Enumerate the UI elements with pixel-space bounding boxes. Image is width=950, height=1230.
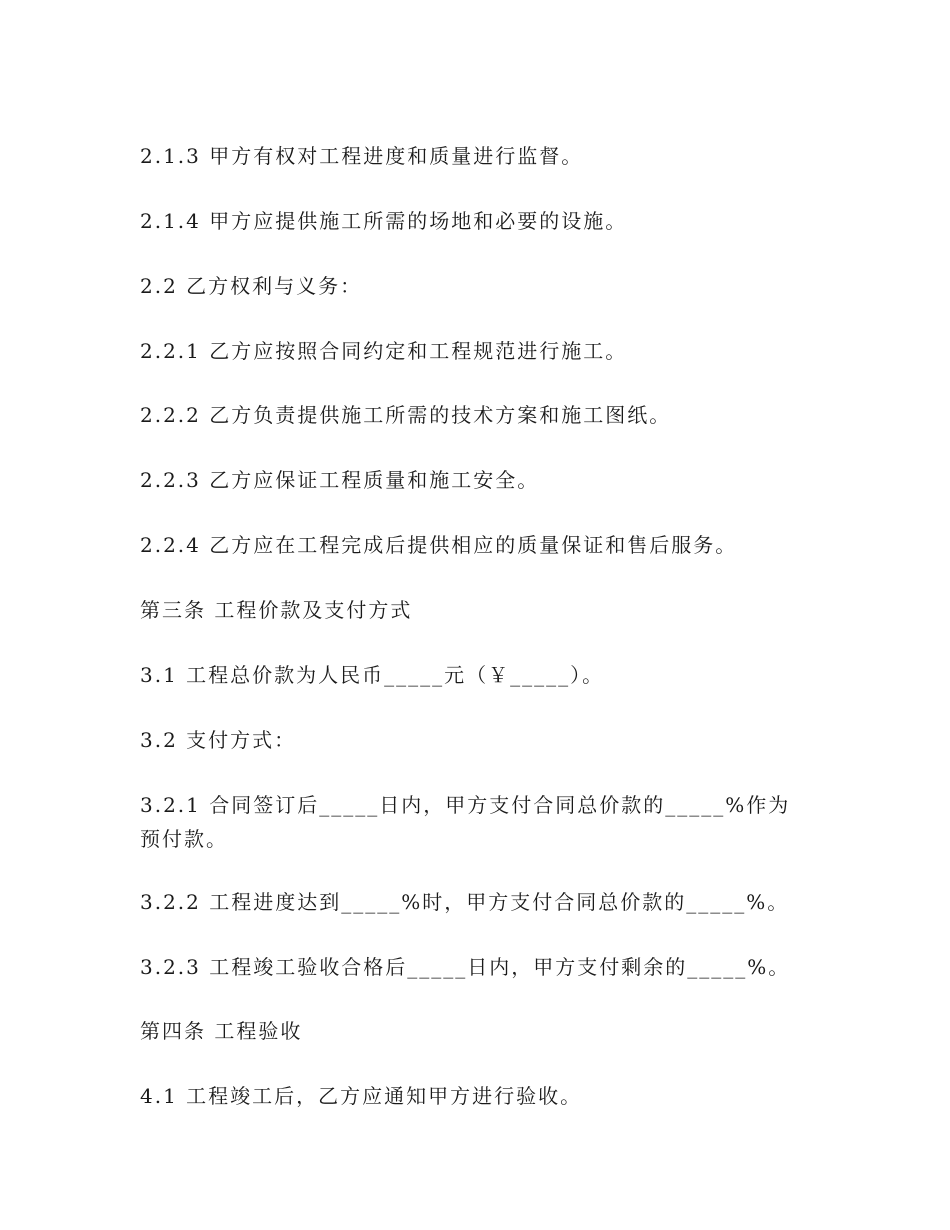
clause-2-2-3: 2.2.3 乙方应保证工程质量和施工安全。 [140,468,540,492]
clause-2-2-heading: 2.2 乙方权利与义务： [140,274,363,298]
clause-3-2-2: 3.2.2 工程进度达到_____%时，甲方支付合同总价款的_____%。 [140,890,790,914]
article-4-heading: 第四条 工程验收 [140,1019,303,1043]
clause-2-1-3: 2.1.3 甲方有权对工程进度和质量进行监督。 [140,144,584,168]
clause-3-2-heading: 3.2 支付方式： [140,728,297,752]
clause-3-1: 3.1 工程总价款为人民币_____元（￥_____）。 [140,663,605,687]
article-3-heading: 第三条 工程价款及支付方式 [140,598,413,622]
clause-3-2-1: 3.2.1 合同签订后_____日内，甲方支付合同总价款的_____%作为预付款。 [140,793,791,851]
clause-2-2-2: 2.2.2 乙方负责提供施工所需的技术方案和施工图纸。 [140,403,672,427]
clause-2-2-1: 2.2.1 乙方应按照合同约定和工程规范进行施工。 [140,339,628,363]
clause-3-2-3: 3.2.3 工程竣工验收合格后_____日内，甲方支付剩余的_____%。 [140,955,791,979]
clause-2-2-4: 2.2.4 乙方应在工程完成后提供相应的质量保证和售后服务。 [140,533,738,557]
clause-4-1: 4.1 工程竣工后，乙方应通知甲方进行验收。 [140,1084,583,1108]
clause-2-1-4: 2.1.4 甲方应提供施工所需的场地和必要的设施。 [140,209,628,233]
